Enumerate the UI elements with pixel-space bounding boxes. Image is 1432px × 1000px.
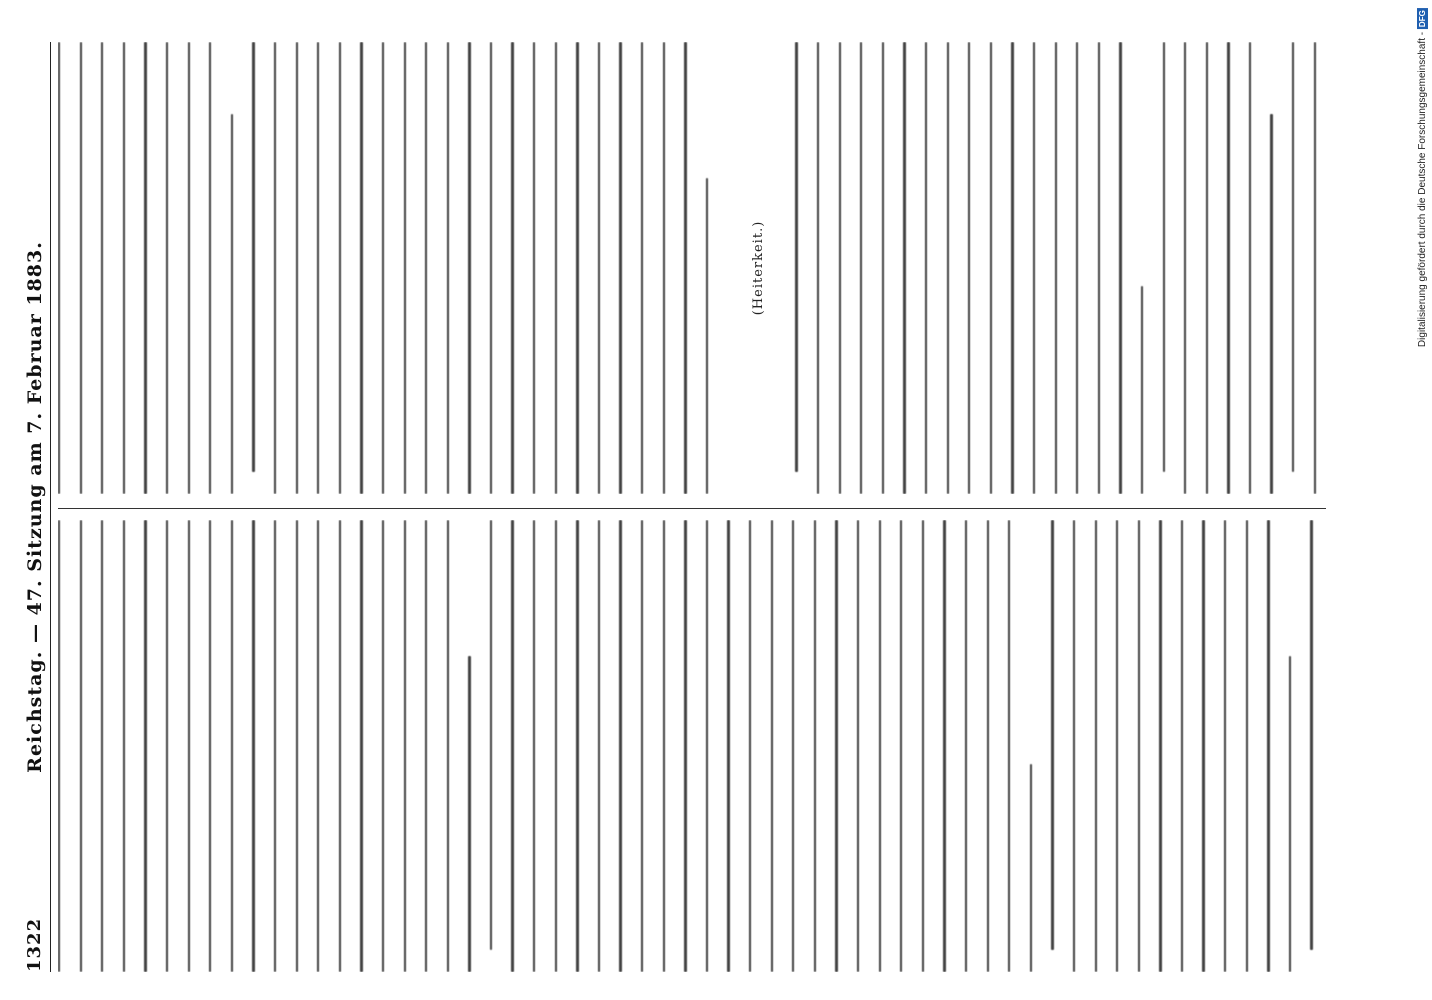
dfg-logo-icon: DFG: [1417, 10, 1427, 27]
page-number: 1322: [24, 917, 45, 972]
page-title: Reichstag. — 47. Sitzung am 7. Februar 1883.: [24, 241, 46, 773]
column-divider: [58, 508, 1326, 509]
digitization-credit: [1414, 8, 1430, 992]
page-header: [20, 42, 51, 972]
credit-text: Digitalisierung gefördert durch die Deutsche Forschungsgemeinschaft -: [1416, 31, 1428, 348]
interjection-heiterkeit: (Heiterkeit.): [751, 220, 767, 316]
text-column-left: [58, 520, 1326, 972]
text-column-right: [58, 42, 1326, 494]
